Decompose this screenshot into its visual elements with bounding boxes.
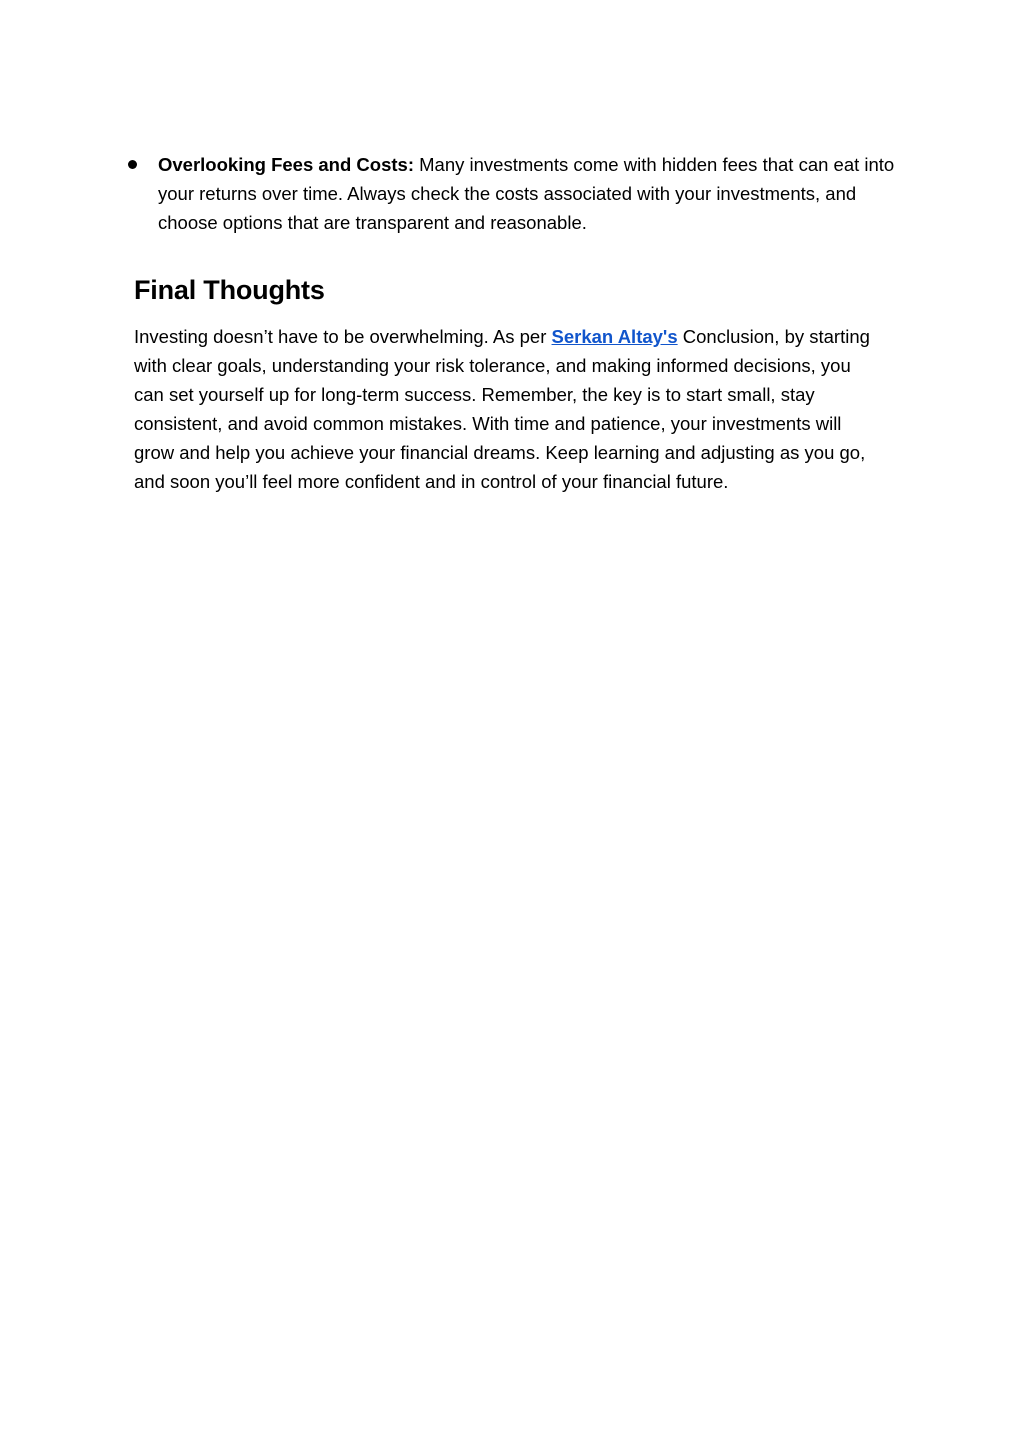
section-heading: Final Thoughts	[134, 275, 325, 305]
list-item	[128, 150, 903, 237]
bullet-text: Many investments come with hidden fees that can eat into your returns over time. Always check the costs associated with your investments, and choose options that are transparent and reasonable.	[158, 154, 895, 233]
paragraph-text-after-link: Conclusion, by starting with clear goals, understanding your risk tolerance, and making informed decisions, you can set yourself up for long-term success. Remember, the key is to start small, stay consistent, and avoid common mistakes. With time and patience, your investments will grow and help you achieve your financial dreams. Keep learning and adjusting as you go, and soon you’ll feel more confident and in control of your financial future.	[134, 326, 870, 492]
conclusion-paragraph	[134, 322, 884, 496]
paragraph-text-before-link: Investing doesn’t have to be overwhelming. As per	[134, 326, 552, 347]
bullet-term: Overlooking Fees and Costs:	[158, 154, 414, 175]
author-link[interactable]: Serkan Altay's	[551, 326, 678, 347]
bullet-dot-icon	[128, 160, 137, 169]
bullet-list	[128, 150, 903, 237]
